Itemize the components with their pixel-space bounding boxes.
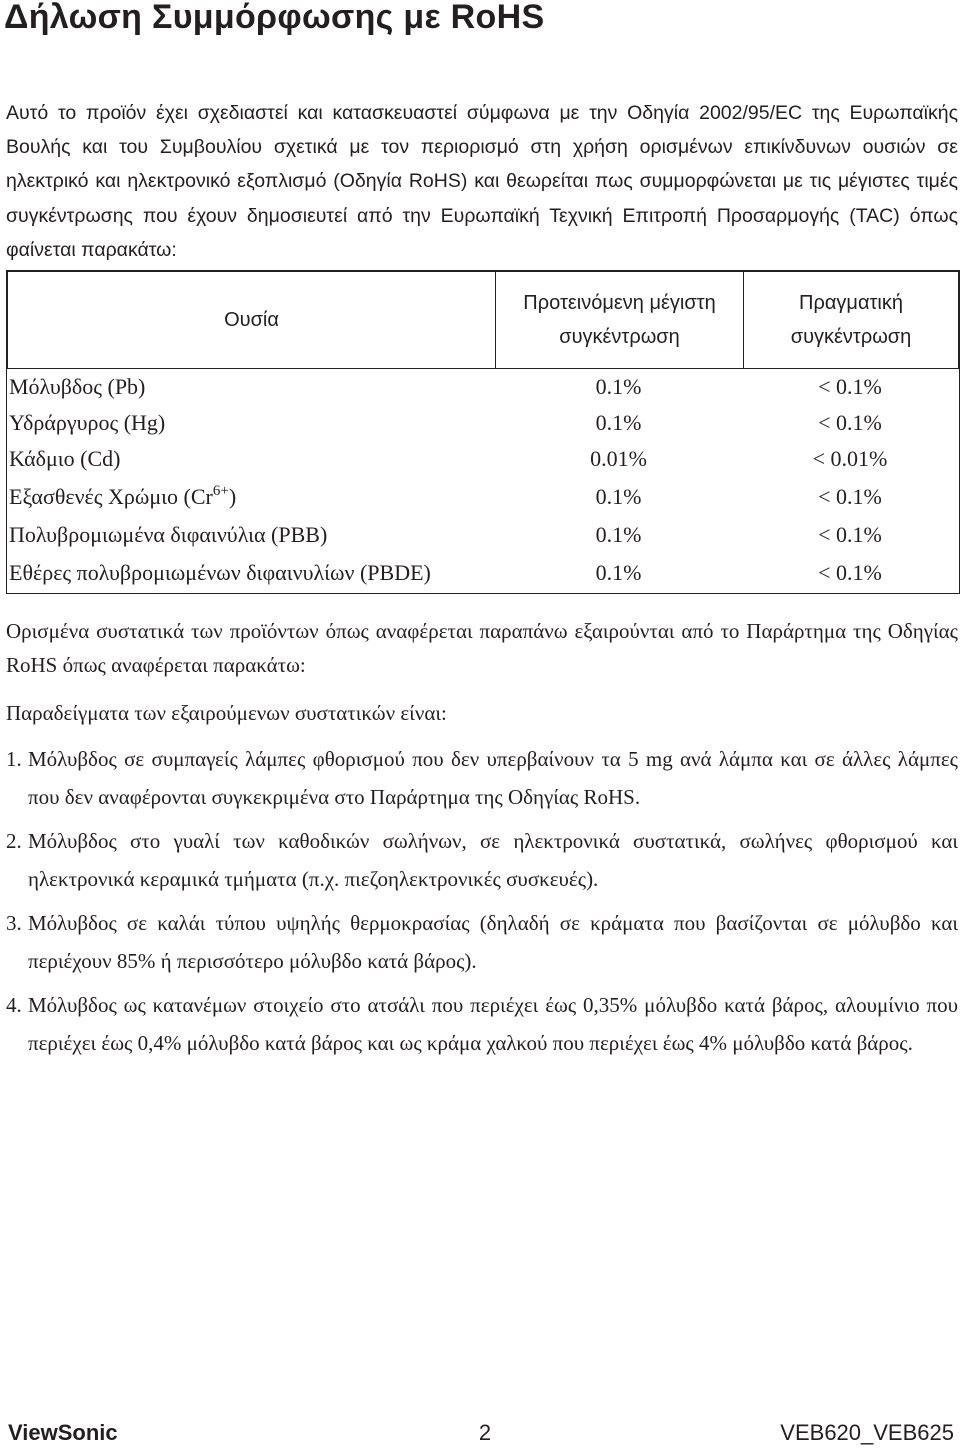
actual-value: < 0.01% <box>812 446 888 471</box>
actual-value: < 0.1% <box>818 484 882 509</box>
substance-name: Εθέρες πολυβρομιωμένων διφαινυλίων (PBDE) <box>9 560 431 585</box>
intro-paragraph: Αυτό το προϊόν έχει σχεδιαστεί και κατασκευαστεί σύμφωνα με την Οδηγία 2002/95/EC της Ευρωπαϊκής Βουλής και του Συμβουλίου σχετικά με τον περιορισμό στη χρήση ορισμένων επικίνδυνων ουσιών σε ηλεκτρικό και ηλεκτρονικό εξοπλισμό (Οδηγία RoHS) και θεωρείται πως συμμορφώνεται με τις μέγιστες τιμές συγκέντρωσης που έχουν δημοσιευτεί από την Ευρωπαϊκή Τεχνική Επιτροπή Προσαρμογής (TAC) όπως φαίνεται παρακάτω: <box>6 102 958 261</box>
table-row-lead <box>7 369 959 405</box>
page-title: Δήλωση Συμμόρφωσης με RoHS <box>4 0 545 36</box>
header-actual-concentration <box>743 271 959 369</box>
substance-name: Υδράργυρος (Hg) <box>9 410 166 435</box>
header-max-concentration-label: Προτεινόμενη μέγιστη συγκέντρωση <box>523 292 716 348</box>
table-row-mercury <box>7 405 959 441</box>
header-max-concentration <box>495 271 744 369</box>
substance-name-suffix: ) <box>228 484 237 509</box>
header-substance <box>7 271 496 369</box>
actual-value: < 0.1% <box>818 410 882 435</box>
exemption-text: Μόλυβδος στο γυαλί των καθοδικών σωλήνων, σε ηλεκτρονικά συστατικά, σωλήνες φθορισμού και ηλεκτρονικά κεραμικά τμήματα (π.χ. πιεζοηλεκτρονικές συσκευές). <box>28 829 958 891</box>
exemption-note: Ορισμένα συστατικά των προϊόντων όπως αναφέρεται παραπάνω εξαιρούνται από το Παράρτημα της Οδηγίας RoHS όπως αναφέρεται παρακάτω: <box>6 619 958 677</box>
exemption-number: 3. <box>6 911 22 935</box>
exemption-item-1 <box>6 740 958 816</box>
exemption-text: Μόλυβδος ως κατανέμων στοιχείο στο ατσάλι που περιέχει έως 0,35% μόλυβδο κατά βάρος, αλουμίνιο που περιέχει έως 0,4% μόλυβδο κατά βάρος και ως κράμα χαλκού που περιέχει έως 4% μόλυβδο κατά βάρος. <box>28 993 958 1055</box>
examples-heading: Παραδείγματα των εξαιρούμενων συστατικών είναι: <box>6 701 447 725</box>
max-value: 0.1% <box>595 560 642 585</box>
page-footer <box>0 1418 960 1448</box>
max-value: 0.01% <box>590 446 647 471</box>
table-row-chromium <box>7 479 959 515</box>
exemption-number: 1. <box>6 747 22 771</box>
table-row-pbde <box>7 555 959 591</box>
brand-name: ViewSonic <box>8 1420 118 1445</box>
model-number: VEB620_VEB625 <box>780 1420 954 1445</box>
exemption-number: 2. <box>6 829 22 853</box>
actual-value: < 0.1% <box>818 522 882 547</box>
exemption-item-3 <box>6 904 958 980</box>
header-substance-label: Ουσία <box>224 309 279 331</box>
exemption-item-2 <box>6 822 958 898</box>
exemption-number: 4. <box>6 993 22 1017</box>
actual-value: < 0.1% <box>818 560 882 585</box>
table-row-cadmium <box>7 441 959 477</box>
substance-table <box>6 270 960 594</box>
table-row-pbb <box>7 517 959 553</box>
max-value: 0.1% <box>595 410 642 435</box>
substance-name: Μόλυβδος (Pb) <box>9 374 146 399</box>
header-actual-concentration-label: Πραγματική συγκέντρωση <box>790 292 912 348</box>
substance-name: Πολυβρομιωμένα διφαινύλια (PBB) <box>9 522 328 547</box>
actual-value: < 0.1% <box>818 374 882 399</box>
max-value: 0.1% <box>595 522 642 547</box>
max-value: 0.1% <box>595 484 642 509</box>
exemption-text: Μόλυβδος σε συμπαγείς λάμπες φθορισμού που δεν υπερβαίνουν τα 5 mg ανά λάμπα και σε άλλες λάμπες που δεν αναφέρονται συγκεκριμένα στο Παράρτημα της Οδηγίας RoHS. <box>28 747 958 809</box>
substance-name <box>9 479 236 515</box>
exemption-item-4 <box>6 986 958 1062</box>
substance-name: Κάδμιο (Cd) <box>9 446 121 471</box>
oxidation-superscript: 6+ <box>212 483 229 499</box>
max-value: 0.1% <box>595 374 642 399</box>
substance-name-text: Εξασθενές Χρώμιο (Cr <box>9 484 213 509</box>
page-number: 2 <box>478 1420 492 1445</box>
exemption-text: Μόλυβδος σε καλάι τύπου υψηλής θερμοκρασίας (δηλαδή σε κράματα που βασίζονται σε μόλυβδο και περιέχουν 85% ή περισσότερο μόλυβδο κατά βάρος). <box>28 911 958 973</box>
